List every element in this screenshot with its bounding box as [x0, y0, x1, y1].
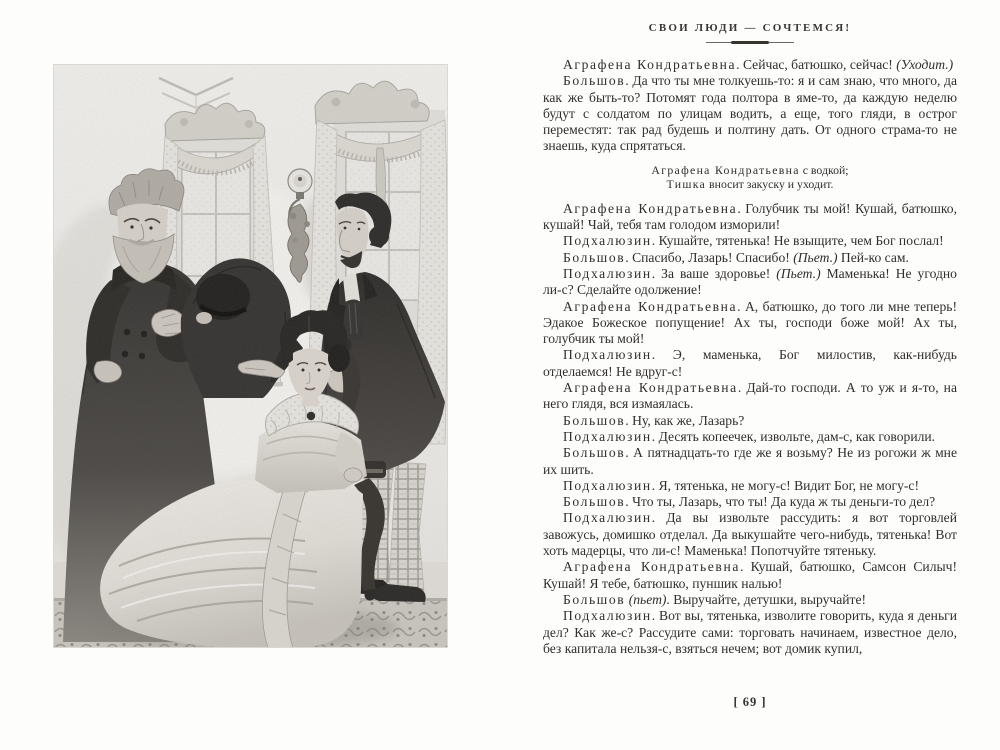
play-text	[543, 57, 957, 657]
dialogue-line	[543, 608, 957, 657]
dialogue-text: . Голубчик ты мой! Кушай, батюшко, кушай! Чай, тебя там голодом изморили!	[543, 200, 958, 233]
dialogue-text: вносит закуску и уходит.	[706, 176, 834, 191]
dialogue-line	[543, 380, 957, 413]
speaker-name: Тишка	[666, 176, 707, 191]
right-page	[543, 22, 957, 657]
dialogue-line	[543, 592, 957, 608]
litho-grain	[53, 64, 448, 648]
dialogue-text: . Э, маменька, Бог милостив, как-нибудь отделаемся! Не вдруг-с!	[543, 347, 957, 379]
speaker-name: Большов	[563, 73, 626, 89]
dialogue-text: с водкой;	[799, 162, 849, 177]
dialogue-text: . Выручайте, детушки, выручайте!	[666, 591, 867, 607]
dialogue-text: . Ну, как же, Лазарь?	[625, 412, 745, 428]
dialogue-text: . Я, тятенька, не могу-с! Видит Бог, не могу-с!	[651, 477, 919, 493]
dialogue-text: . А пятнадцать-то где же я возьму? Не из рогожи ж мне их шить.	[543, 445, 957, 477]
stage-direction	[543, 163, 957, 191]
dialogue-text: . Спасибо, Лазарь! Спасибо!	[625, 249, 794, 265]
dialogue-text: . Кушайте, тятенька! Не взыщите, чем Бог послал!	[651, 233, 944, 249]
dialogue-line	[543, 413, 957, 429]
speaker-name: Аграфена Кондратьевна	[563, 298, 738, 314]
dialogue-line	[543, 250, 957, 266]
speaker-name: Подхалюзин	[563, 428, 652, 444]
speaker-name: Подхалюзин	[563, 347, 652, 363]
dialogue-text: . Вот вы, тятенька, изволите говорить, куда я деньги дел? Как же-с? Рассудите сами: торговать начинаем, известное дело, без капитала нельзя-с, взяться нечем; вот домик купил,	[543, 608, 957, 656]
dialogue-line	[543, 57, 957, 73]
dialogue-text: . А, батюшко, до того ли мне теперь! Эдакое Божеское попущение! Ах ты, господи боже мой! Ах ты, голубчик ты мой!	[543, 298, 957, 347]
speaker-name: Большов	[563, 412, 626, 428]
speaker-name: Подхалюзин	[563, 265, 652, 281]
dialogue-line	[543, 266, 957, 299]
dialogue-text: (Пьет.)	[776, 265, 821, 281]
dialogue-text: . За ваше здоровье!	[651, 265, 777, 281]
speaker-name: Большов	[563, 249, 626, 265]
running-head: СВОИ ЛЮДИ — СОЧТЕМСЯ!	[648, 22, 852, 34]
header-rule	[706, 41, 794, 44]
dialogue-text: (пьет)	[628, 591, 667, 607]
dialogue-text: . Дай-то господи. А то уж и я-то, на него глядя, вся измаялась.	[543, 380, 957, 412]
dialogue-line	[543, 478, 957, 494]
dialogue-line	[543, 559, 957, 592]
dialogue-line	[543, 233, 957, 249]
speaker-name: Подхалюзин	[563, 233, 652, 249]
speaker-name: Аграфена Кондратьевна	[563, 57, 737, 72]
dialogue-line	[543, 347, 957, 380]
speaker-name: Подхалюзин	[563, 477, 652, 493]
speaker-name: Аграфена Кондратьевна	[563, 559, 740, 575]
dialogue-text: (Уходит.)	[896, 57, 954, 72]
dialogue-line	[543, 445, 957, 478]
dialogue-line	[543, 73, 957, 154]
speaker-name: Аграфена Кондратьевна	[563, 380, 738, 396]
page-number: [ 69 ]	[733, 695, 767, 709]
dialogue-text: . Да что ты мне толкуешь-то: я и сам знаю, что много, да как же быть-то? Потомят года полтора в яме-то, да каждую неделю будут с солдатом по улицам водить, а еще, того гляди, в острог переместят: так рад будешь и полтину дать. От одного страма-то не знаешь, куда спрятаться.	[543, 73, 957, 154]
lithograph-scene	[53, 64, 448, 648]
dialogue-text: . Десять копеечек, извольте, дам-с, как говорили.	[651, 428, 936, 444]
dialogue-line	[543, 510, 957, 559]
dialogue-text: . Кушай, батюшко, Самсон Силыч! Кушай! Я тебе, батюшко, пуншик налью!	[543, 559, 957, 591]
speaker-name: Большов	[563, 591, 626, 607]
dialogue-text: . Что ты, Лазарь, что ты! Да куда ж ты деньги-то дел?	[625, 494, 936, 510]
speaker-name: Большов	[563, 494, 626, 510]
dialogue-text: (Пьет.)	[793, 249, 838, 265]
illustration	[53, 64, 448, 648]
dialogue-line	[543, 299, 957, 348]
dialogue-text: Пей-ко сам.	[837, 249, 909, 265]
speaker-name: Аграфена Кондратьевна	[651, 162, 800, 177]
speaker-name: Подхалюзин	[563, 510, 652, 526]
dialogue-line	[543, 494, 957, 510]
dialogue-text: . Да вы извольте рассудить: я вот торговлей завожусь, домишко отделал. Да выкушайте чего-нибудь, тятенька! Вот хоть мадерцы, что ли-с! Маменька! Попотчуйте тятеньку.	[543, 510, 957, 559]
dialogue-text: . Сейчас, батюшко, сейчас!	[736, 57, 897, 72]
speaker-name: Аграфена Кондратьевна	[563, 200, 738, 216]
dialogue-text: Маменька! Не угодно ли-с? Сделайте одолжение!	[543, 265, 957, 298]
dialogue-line	[543, 429, 957, 445]
speaker-name: Подхалюзин	[563, 608, 652, 624]
speaker-name: Большов	[563, 445, 626, 461]
dialogue-line	[543, 201, 957, 234]
